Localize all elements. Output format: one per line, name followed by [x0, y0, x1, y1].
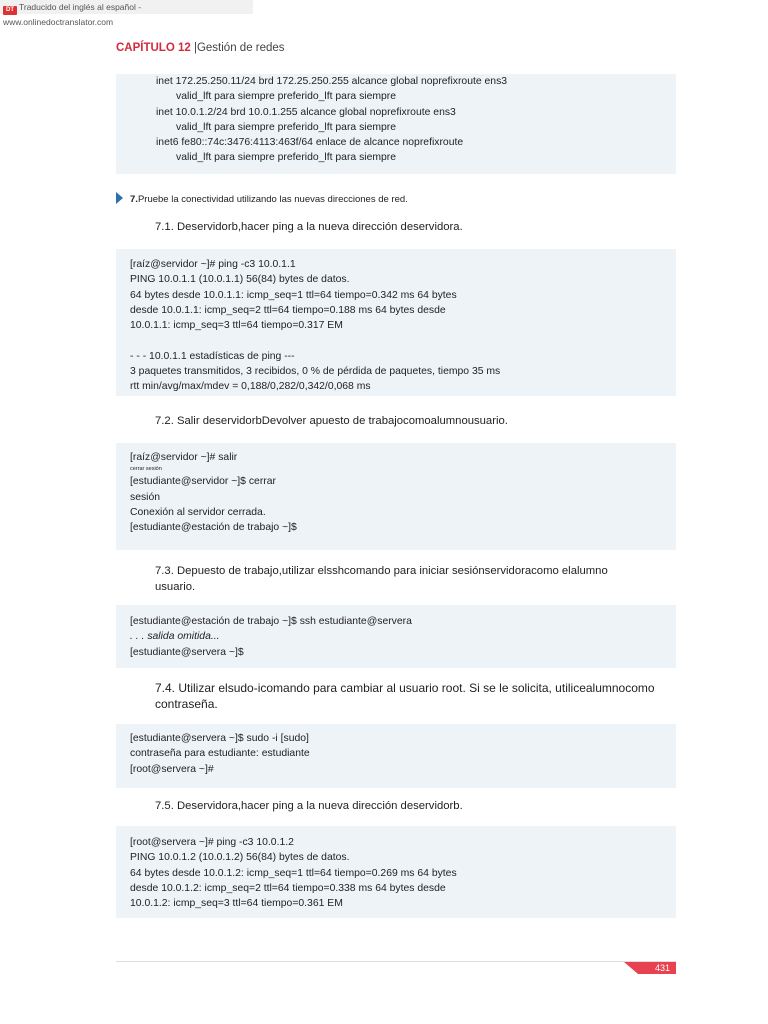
code-line: PING 10.0.1.2 (10.0.1.2) 56(84) bytes de datos.: [130, 852, 350, 864]
translator-logo-icon: DT: [3, 6, 17, 15]
triangle-bullet-icon: [116, 192, 123, 204]
code-line: valid_lft para siempre preferido_lft para siempre: [176, 121, 397, 133]
code-line: sesión: [130, 491, 161, 503]
chapter-separator: |: [193, 42, 197, 54]
code-block-exit: [116, 443, 676, 550]
step-number: 7.: [130, 194, 138, 205]
code-block-ping-servera: [116, 249, 676, 396]
chapter-number: CAPÍTULO 12: [116, 42, 191, 54]
chapter-header: [116, 42, 285, 54]
code-line: inet6 fe80::74c:3476:4113:463f/64 enlace de alcance noprefixroute: [156, 137, 464, 149]
page-number-tab: [624, 962, 676, 974]
code-line: [raíz@servidor ~]# ping -c3 10.0.1.1: [130, 259, 296, 270]
code-line: [estudiante@estación de trabajo ~]$ ssh estudiante@servera: [130, 616, 412, 627]
code-line: [estudiante@servidor ~]$ cerrar: [130, 476, 276, 488]
code-line: rtt min/avg/max/mdev = 0,188/0,282/0,342/0,068 ms: [130, 381, 371, 393]
translator-link[interactable]: Traducido del inglés al español - www.onlinedoctranslator.com: [3, 2, 142, 27]
code-line: Conexión al servidor cerrada.: [130, 506, 266, 518]
substep-7-2-title: 7.2. Salir deservidorbDevolver apuesto de trabajocomoalumnousuario.: [155, 415, 508, 427]
code-line: 3 paquetes transmitidos, 3 recibidos, 0 % de pérdida de paquetes, tiempo 35 ms: [130, 366, 501, 378]
code-line: . . . salida omitida...: [130, 631, 220, 643]
step-7: [116, 192, 408, 205]
code-line: 64 bytes desde 10.0.1.2: icmp_seq=1 ttl=64 tiempo=0.269 ms 64 bytes: [130, 867, 457, 879]
code-line: contraseña para estudiante: estudiante: [130, 748, 310, 760]
step-text: Pruebe la conectividad utilizando las nuevas direcciones de red.: [137, 194, 408, 205]
code-block-interfaces: [116, 74, 676, 174]
code-line: 64 bytes desde 10.0.1.1: icmp_seq=1 ttl=64 tiempo=0.342 ms 64 bytes: [130, 289, 457, 301]
code-line: - - - 10.0.1.1 estadísticas de ping ---: [130, 350, 295, 362]
code-line: desde 10.0.1.1: icmp_seq=2 ttl=64 tiempo=0.188 ms 64 bytes desde: [130, 304, 446, 316]
page-number: 431: [654, 963, 670, 973]
code-line: valid_lft para siempre preferido_lft para siempre: [176, 91, 397, 103]
substep-7-1-title: 7.1. Deservidorb,hacer ping a la nueva dirección deservidora.: [155, 221, 463, 233]
code-line: [estudiante@servera ~]$ sudo -i [sudo]: [130, 733, 309, 744]
code-block-ping-serverb: [116, 826, 676, 918]
substep-7-3-line1: 7.3. Depuesto de trabajo,utilizar elsshcomando para iniciar sesiónservidoracomo elalumno: [155, 565, 608, 577]
code-line: desde 10.0.1.2: icmp_seq=2 ttl=64 tiempo=0.338 ms 64 bytes desde: [130, 882, 446, 894]
substep-7-4-line1: 7.4. Utilizar elsudo-icomando para cambiar al usuario root. Si se le solicita, utilicealumnocomo: [155, 681, 655, 695]
code-line-tiny: cerrar sesión: [130, 466, 162, 473]
code-block-ssh: [116, 605, 676, 668]
substep-7-5-title: 7.5. Deservidora,hacer ping a la nueva dirección deservidorb.: [155, 800, 463, 812]
code-line: [130, 333, 676, 348]
substep-7-4-line2: contraseña.: [155, 697, 218, 711]
chapter-title: Gestión de redes: [196, 42, 285, 54]
code-line: inet 172.25.250.11/24 brd 172.25.250.255 alcance global noprefixroute ens3: [156, 76, 508, 87]
substep-7-3-title: [155, 563, 608, 595]
substep-7-4-title: [155, 680, 655, 712]
substep-7-3-line2: usuario.: [155, 581, 196, 593]
code-line: [estudiante@servera ~]$: [130, 646, 244, 658]
code-line: [root@servera ~]#: [130, 763, 214, 775]
code-line: [raíz@servidor ~]# salir: [130, 452, 238, 463]
code-line: PING 10.0.1.1 (10.0.1.1) 56(84) bytes de datos.: [130, 274, 350, 286]
translator-banner[interactable]: [0, 0, 253, 27]
code-line: valid_lft para siempre preferido_lft para siempre: [176, 152, 397, 164]
code-line: [root@servera ~]# ping -c3 10.0.1.2: [130, 837, 294, 848]
code-line: 10.0.1.1: icmp_seq=3 ttl=64 tiempo=0.317 EM: [130, 320, 343, 332]
code-line: 10.0.1.2: icmp_seq=3 ttl=64 tiempo=0.361 EM: [130, 898, 343, 910]
code-line: [estudiante@estación de trabajo ~]$: [130, 522, 297, 534]
code-block-sudo: [116, 724, 676, 788]
code-line: inet 10.0.1.2/24 brd 10.0.1.255 alcance global noprefixroute ens3: [156, 106, 456, 118]
footer-divider: [116, 961, 676, 962]
